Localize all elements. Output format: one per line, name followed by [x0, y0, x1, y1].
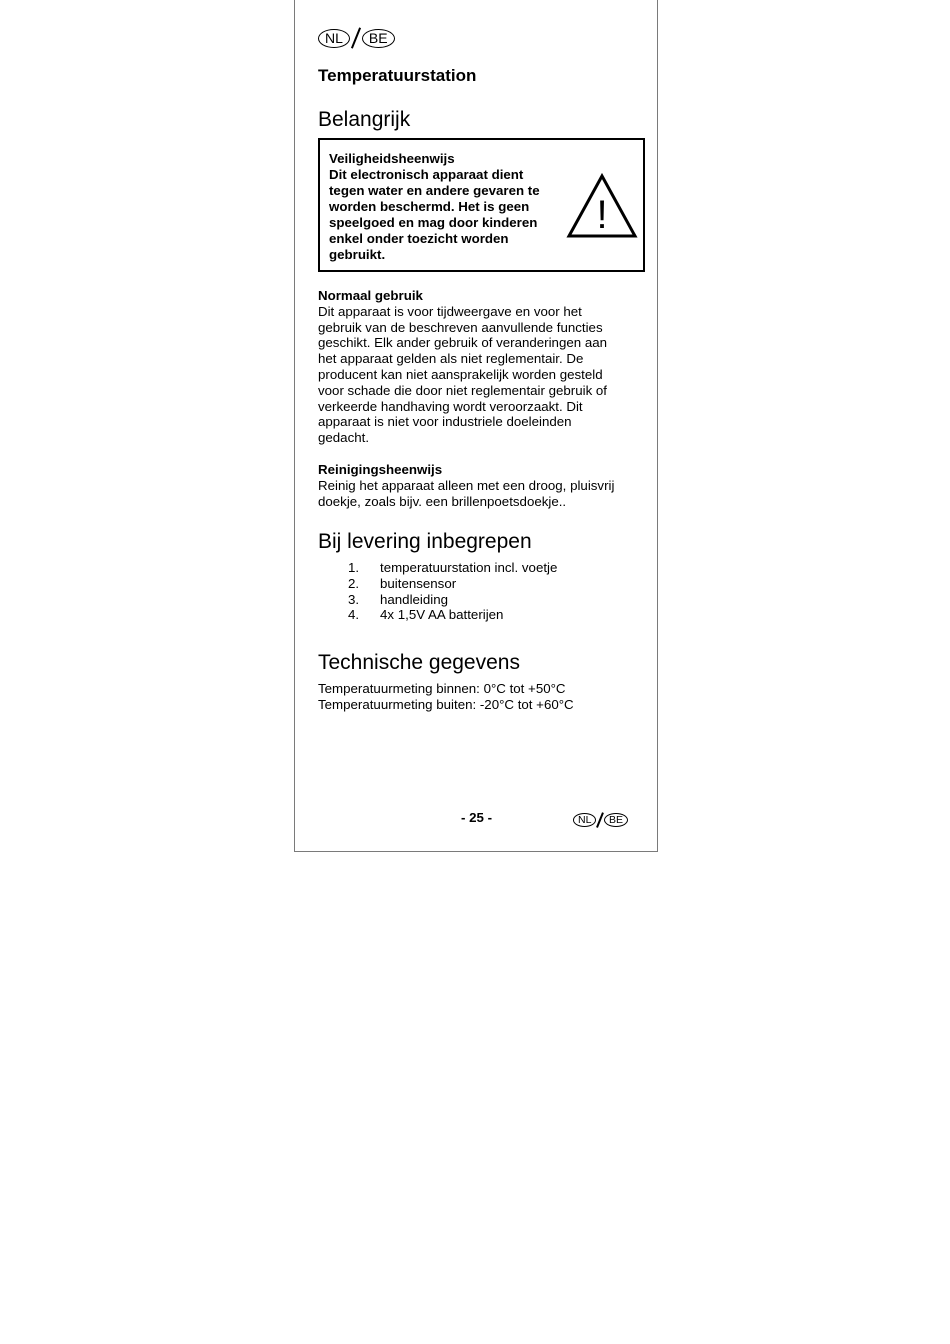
- list-number: 4.: [348, 607, 360, 623]
- heading-belangrijk: Belangrijk: [318, 108, 411, 131]
- safety-warning-line: speelgoed en mag door kinderen: [329, 215, 538, 230]
- paragraph-line: apparaat is niet voor industriele doeleinden: [318, 414, 572, 430]
- safety-warning-line: enkel onder toezicht worden: [329, 231, 509, 246]
- list-item: [348, 607, 557, 623]
- list-text: temperatuurstation incl. voetje: [380, 560, 558, 575]
- list-number: 1.: [348, 560, 360, 575]
- paragraph-line: producent kan niet aansprakelijk worden gesteld: [318, 366, 603, 382]
- paragraph-line: Reinig het apparaat alleen met een droog, pluisvrij: [318, 477, 615, 493]
- heading-technisch: Technische gegevens: [318, 651, 520, 674]
- paragraph-line: gedacht.: [318, 430, 370, 446]
- safety-warning-box: [318, 138, 645, 272]
- section-title: Normaal gebruik: [318, 288, 423, 303]
- list-text: handleiding: [380, 591, 449, 607]
- paragraph-line: het apparaat gelden als niet reglementair. De: [318, 351, 584, 367]
- contents-list: [348, 560, 557, 623]
- safety-warning-text: [329, 151, 559, 263]
- badge-be: BE: [362, 29, 395, 48]
- paragraph-line: doekje, zoals bijv. een brillenpoetsdoekje..: [318, 493, 567, 509]
- section-reiniging: [318, 462, 638, 509]
- spec-line: Temperatuurmeting buiten: -20°C tot +60°C: [318, 696, 574, 712]
- list-number: 3.: [348, 591, 360, 607]
- footer-country-badges: [573, 812, 628, 828]
- warning-triangle-icon: [566, 173, 638, 239]
- safety-warning-line: gebruikt.: [329, 247, 386, 262]
- badge-separator: [351, 27, 361, 48]
- list-item: [348, 576, 557, 592]
- list-text: 4x 1,5V AA batterijen: [380, 607, 504, 623]
- section-normaal-gebruik: [318, 288, 638, 446]
- warning-exclamation: !: [596, 193, 608, 237]
- paragraph-line: geschikt. Elk ander gebruik of veranderingen aan: [318, 335, 608, 351]
- list-item: [348, 592, 557, 608]
- paragraph-line: gebruik van de beschreven aanvullende functies: [318, 319, 603, 335]
- paragraph-line: Dit apparaat is voor tijdweergave en voor het: [318, 303, 582, 319]
- list-number: 2.: [348, 575, 360, 591]
- badge-nl: NL: [573, 813, 596, 827]
- page-number: - 25 -: [461, 810, 493, 825]
- safety-warning-line: tegen water en andere gevaren te: [329, 183, 540, 198]
- list-item: [348, 560, 557, 576]
- badge-separator: [596, 812, 603, 827]
- list-text: buitensensor: [380, 575, 457, 591]
- section-title: Reinigingsheenwijs: [318, 462, 443, 477]
- paragraph-line: voor schade die door niet reglementair gebruik of: [318, 382, 608, 398]
- manual-page: [294, 0, 658, 852]
- safety-warning-line: Dit electronisch apparaat dient: [329, 167, 524, 182]
- paragraph-line: verkeerde handhaving wordt veroorzaakt. Dit: [318, 398, 583, 414]
- country-badges: [318, 27, 395, 49]
- document-title: Temperatuurstation: [318, 66, 477, 85]
- badge-be: BE: [604, 813, 628, 827]
- safety-warning-title: Veiligheidsheenwijs: [329, 151, 455, 166]
- heading-levering: Bij levering inbegrepen: [318, 530, 532, 553]
- badge-nl: NL: [318, 29, 350, 48]
- spec-line: Temperatuurmeting binnen: 0°C tot +50°C: [318, 681, 566, 696]
- safety-warning-line: worden beschermd. Het is geen: [329, 199, 530, 214]
- technical-specs: [318, 681, 574, 713]
